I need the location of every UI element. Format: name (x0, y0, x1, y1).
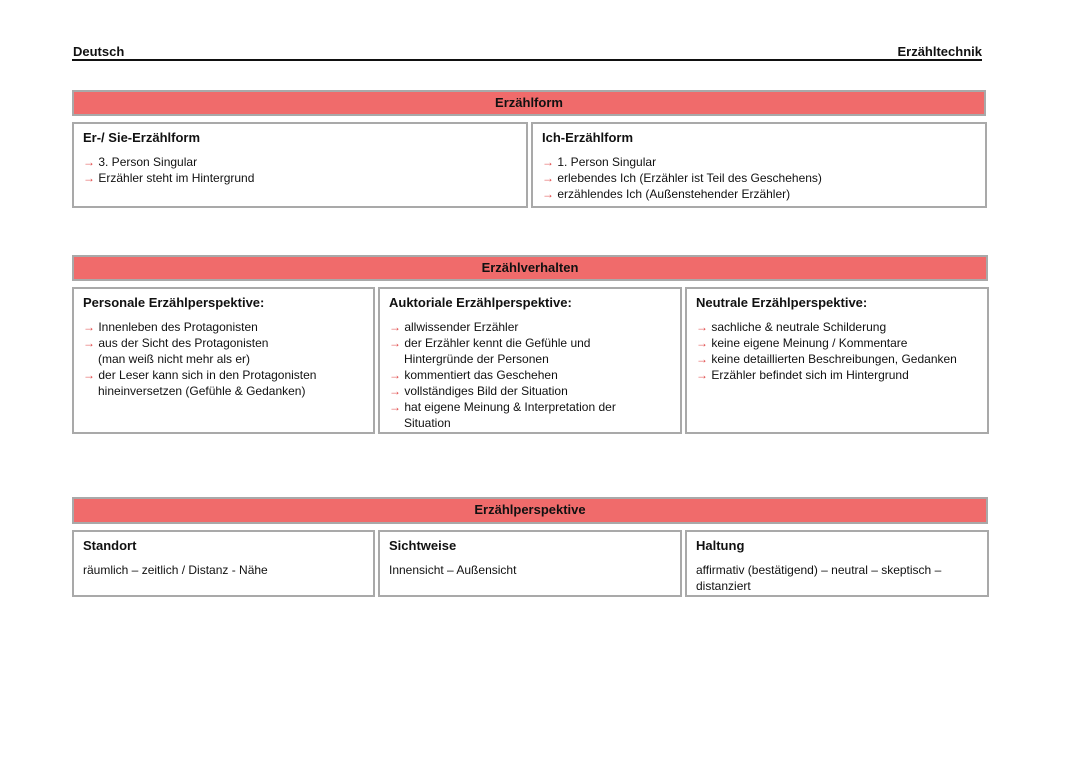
list-item: → Erzähler befindet sich im Hintergrund (696, 368, 909, 382)
box-title: Haltung (696, 538, 745, 553)
arrow-icon: → (696, 352, 708, 366)
standort-box (72, 530, 375, 597)
arrow-icon: → (389, 384, 401, 398)
section-erzaehlverhalten-title: Erzählverhalten (72, 255, 988, 281)
list-item: → keine detaillierten Beschreibungen, Gedanken (696, 352, 957, 366)
section-erzaehlperspektive-title: Erzählperspektive (72, 497, 988, 524)
ich-erzaehlform-box (531, 122, 987, 208)
list-item: → sachliche & neutrale Schilderung (696, 320, 887, 334)
box-text: Innensicht – Außensicht (389, 563, 517, 577)
arrow-icon: → (83, 336, 95, 350)
arrow-icon: → (83, 368, 95, 382)
arrow-icon: → (389, 320, 401, 334)
arrow-icon: → (389, 336, 401, 350)
arrow-icon: → (83, 155, 95, 169)
section-erzaehlform-title: Erzählform (72, 90, 986, 116)
header-topic: Erzähltechnik (897, 44, 982, 59)
arrow-icon: → (542, 171, 554, 185)
arrow-icon: → (542, 155, 554, 169)
header-rule (72, 59, 982, 61)
arrow-icon: → (542, 187, 554, 201)
arrow-icon: → (389, 368, 401, 382)
box-text: distanziert (696, 579, 751, 593)
box-title: Ich-Erzählform (542, 130, 634, 145)
list-item-continuation: Situation (404, 416, 451, 430)
list-item: → Innenleben des Protagonisten (83, 320, 258, 334)
list-item: → Erzähler steht im Hintergrund (83, 171, 255, 185)
list-item: → 1. Person Singular (542, 155, 657, 169)
header-subject: Deutsch (73, 44, 125, 59)
haltung-box (685, 530, 989, 597)
box-title: Sichtweise (389, 538, 457, 553)
box-text: räumlich – zeitlich / Distanz - Nähe (83, 563, 268, 577)
box-title: Standort (83, 538, 137, 553)
arrow-icon: → (83, 320, 95, 334)
list-item: → hat eigene Meinung & Interpretation der (389, 400, 616, 414)
list-item: → erzählendes Ich (Außenstehender Erzähler) (542, 187, 791, 201)
box-title: Er-/ Sie-Erzählform (83, 130, 201, 145)
list-item-continuation: (man weiß nicht mehr als er) (98, 352, 251, 366)
list-item: → 3. Person Singular (83, 155, 198, 169)
list-item-continuation: Hintergründe der Personen (404, 352, 549, 366)
list-item: → der Erzähler kennt die Gefühle und (389, 336, 591, 350)
list-item: → erlebendes Ich (Erzähler ist Teil des Geschehens) (542, 171, 822, 185)
box-title: Auktoriale Erzählperspektive: (389, 295, 572, 310)
sichtweise-box (378, 530, 682, 597)
list-item: → der Leser kann sich in den Protagonisten (83, 368, 317, 382)
list-item-continuation: hineinversetzen (Gefühle & Gedanken) (98, 384, 306, 398)
arrow-icon: → (389, 400, 401, 414)
neutrale-perspektive-box (685, 287, 989, 434)
auktoriale-perspektive-box (378, 287, 682, 434)
list-item: → vollständiges Bild der Situation (389, 384, 568, 398)
list-item: → allwissender Erzähler (389, 320, 519, 334)
arrow-icon: → (696, 320, 708, 334)
arrow-icon: → (696, 336, 708, 350)
box-text: affirmativ (bestätigend) – neutral – skeptisch – (696, 563, 942, 577)
er-sie-erzaehlform-box (72, 122, 528, 208)
list-item: → keine eigene Meinung / Kommentare (696, 336, 908, 350)
arrow-icon: → (696, 368, 708, 382)
list-item: → kommentiert das Geschehen (389, 368, 558, 382)
box-title: Personale Erzählperspektive: (83, 295, 265, 310)
box-title: Neutrale Erzählperspektive: (696, 295, 868, 310)
list-item: → aus der Sicht des Protagonisten (83, 336, 269, 350)
arrow-icon: → (83, 171, 95, 185)
personale-perspektive-box (72, 287, 375, 434)
